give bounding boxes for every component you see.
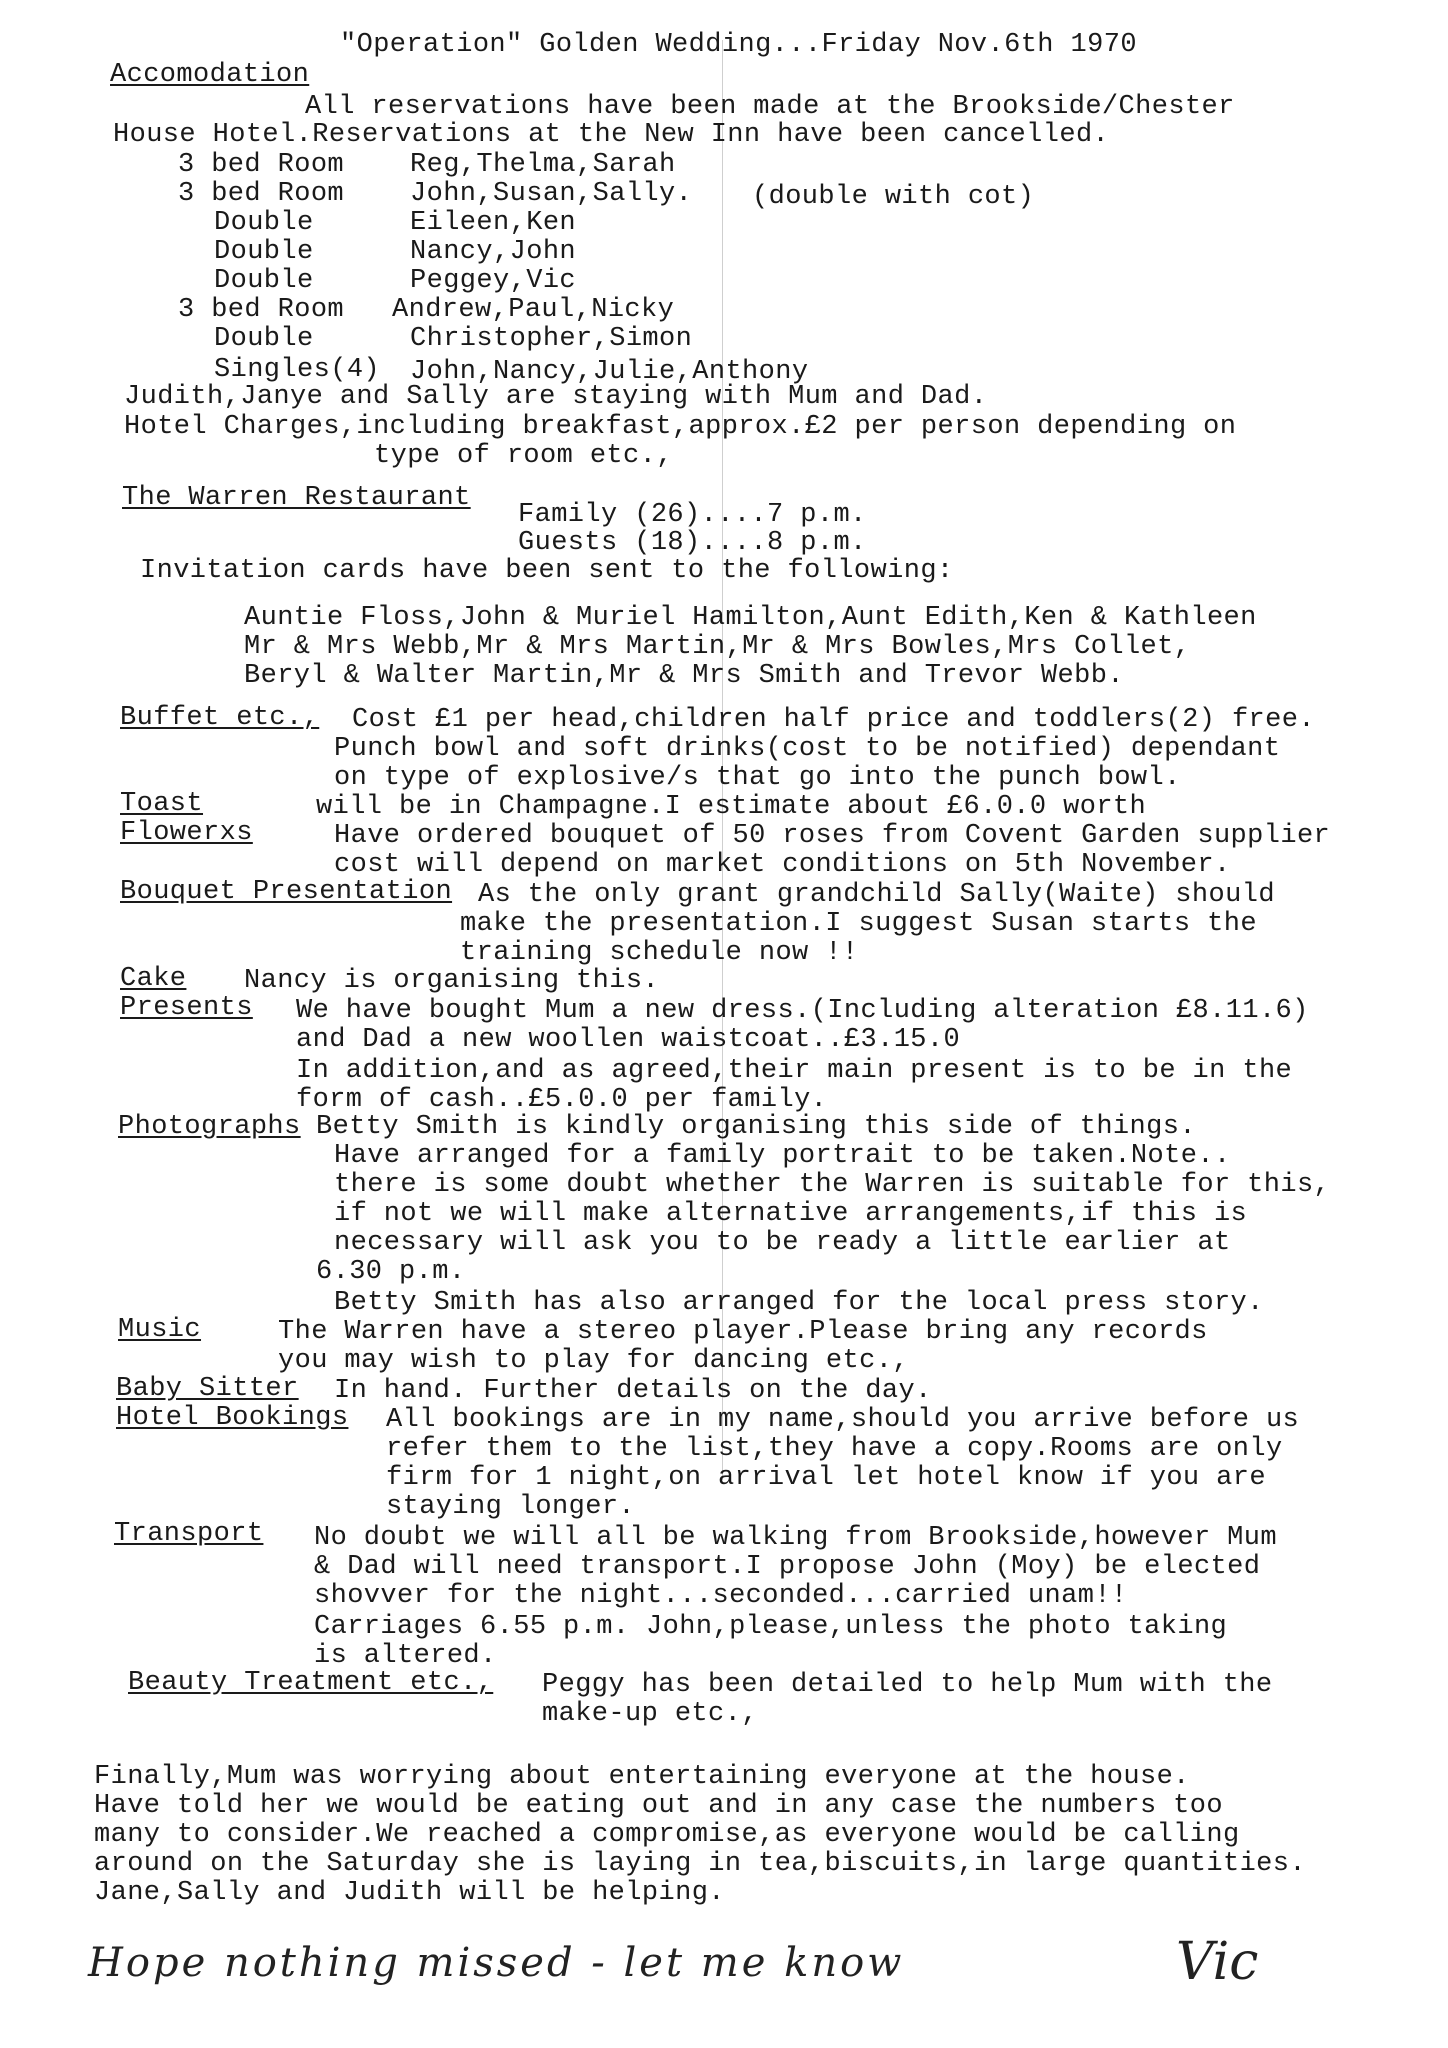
presents-heading: Presents: [120, 993, 253, 1023]
signature: Vic: [1176, 1932, 1259, 1992]
room-type: Double: [214, 208, 314, 238]
closing-paragraph-line: Jane,Sally and Judith will be helping.: [94, 1878, 725, 1908]
invitees-line: Beryl & Walter Martin,Mr & Mrs Smith and Trevor Webb.: [244, 661, 1124, 691]
closing-paragraph-line: around on the Saturday she is laying in tea,biscuits,in large quantities.: [94, 1849, 1306, 1879]
transport-line: Carriages 6.55 p.m. John,please,unless the photo taking: [314, 1612, 1228, 1642]
photographs-line: Betty Smith is kindly organising this side of things.: [316, 1112, 1196, 1142]
photographs-line: 6.30 p.m.: [316, 1257, 466, 1287]
presents-line: and Dad a new woollen waistcoat..£3.15.0: [296, 1025, 961, 1055]
room-type: Double: [214, 324, 314, 354]
closing-paragraph-line: many to consider.We reached a compromise,as everyone would be calling: [94, 1820, 1240, 1850]
restaurant-heading: The Warren Restaurant: [122, 483, 471, 513]
accommodation-intro-1: All reservations have been made at the Brookside/Chester: [305, 92, 1235, 122]
bouquet-line: training schedule now !!: [460, 938, 859, 968]
beauty-line: make-up etc.,: [542, 1699, 758, 1729]
room-type: 3 bed Room: [178, 179, 345, 209]
transport-line: & Dad will need transport.I propose John (Moy) be elected: [314, 1552, 1261, 1582]
photographs-line: if not we will make alternative arrangements,if this is: [334, 1199, 1248, 1229]
room-guests: Nancy,John: [410, 237, 577, 267]
beauty-heading: Beauty Treatment etc.,: [128, 1668, 494, 1698]
buffet-line: Cost £1 per head,children half price and toddlers(2) free.: [352, 705, 1315, 735]
hotel-bookings-line: All bookings are in my name,should you arrive before us: [386, 1405, 1300, 1435]
bouquet-heading: Bouquet Presentation: [120, 877, 453, 907]
photographs-line: necessary will ask you to be ready a little earlier at: [334, 1228, 1231, 1258]
room-type: Double: [214, 237, 314, 267]
transport-heading: Transport: [114, 1519, 264, 1549]
room-type: 3 bed Room: [178, 150, 345, 180]
toast-heading: Toast: [120, 789, 204, 819]
room-note: (double with cot): [752, 182, 1035, 212]
photographs-line: Have arranged for a family portrait to be taken.Note..: [334, 1141, 1231, 1171]
flowers-line: Have ordered bouquet of 50 roses from Covent Garden supplier: [334, 821, 1331, 851]
transport-line: No doubt we will all be walking from Brookside,however Mum: [314, 1523, 1277, 1553]
accommodation-intro-2: House Hotel.Reservations at the New Inn have been cancelled.: [113, 120, 1110, 150]
photographs-line: there is some doubt whether the Warren is suitable for this,: [334, 1170, 1331, 1200]
closing-paragraph-line: Have told her we would be eating out and in any case the numbers too: [94, 1791, 1223, 1821]
transport-line: is altered.: [314, 1641, 497, 1671]
music-line: you may wish to play for dancing etc.,: [278, 1346, 909, 1376]
bouquet-line: As the only grant grandchild Sally(Waite) should: [478, 880, 1275, 910]
hotel-bookings-heading: Hotel Bookings: [116, 1403, 349, 1433]
buffet-line: Punch bowl and soft drinks(cost to be notified) dependant: [334, 734, 1281, 764]
room-type: Double: [214, 266, 314, 296]
buffet-line: on type of explosive/s that go into the punch bowl.: [334, 763, 1181, 793]
presents-line: form of cash..£5.0.0 per family.: [296, 1085, 828, 1115]
hotel-bookings-line: refer them to the list,they have a copy.Rooms are only: [386, 1434, 1283, 1464]
cake-heading: Cake: [120, 964, 187, 994]
closing-paragraph-line: Finally,Mum was worrying about entertaining everyone at the house.: [94, 1762, 1190, 1792]
room-guests: Reg,Thelma,Sarah: [410, 150, 676, 180]
flowers-heading: Flowerxs: [120, 818, 253, 848]
invitees-line: Auntie Floss,John & Muriel Hamilton,Aunt Edith,Ken & Kathleen: [244, 603, 1257, 633]
staying-line: Judith,Janye and Sally are staying with Mum and Dad.: [124, 382, 988, 412]
room-guests: Eileen,Ken: [410, 208, 577, 238]
room-guests: Christopher,Simon: [410, 324, 693, 354]
presents-line: We have bought Mum a new dress.(Including alteration £8.11.6): [296, 996, 1309, 1026]
beauty-line: Peggy has been detailed to help Mum with the: [542, 1670, 1273, 1700]
baby-sitter-line: In hand. Further details on the day.: [334, 1376, 932, 1406]
hotel-charges-2: type of room etc.,: [374, 441, 673, 471]
music-line: The Warren have a stereo player.Please bring any records: [278, 1317, 1208, 1347]
hotel-bookings-line: firm for 1 night,on arrival let hotel know if you are: [386, 1463, 1266, 1493]
family-time: Family (26)....7 p.m.: [518, 500, 867, 530]
room-guests: John,Susan,Sally.: [410, 179, 693, 209]
cake-line: Nancy is organising this.: [244, 966, 660, 996]
invitees-line: Mr & Mrs Webb,Mr & Mrs Martin,Mr & Mrs Bowles,Mrs Collet,: [244, 632, 1191, 662]
music-heading: Music: [118, 1315, 202, 1345]
room-guests: John,Nancy,Julie,Anthony: [410, 357, 809, 387]
hotel-charges-1: Hotel Charges,including breakfast,approx.£2 per person depending on: [124, 412, 1237, 442]
hotel-bookings-line: staying longer.: [386, 1492, 636, 1522]
room-type: Singles(4): [214, 355, 381, 385]
photographs-heading: Photographs: [118, 1112, 301, 1142]
invitation-line: Invitation cards have been sent to the following:: [140, 556, 954, 586]
presents-line: In addition,and as agreed,their main present is to be in the: [296, 1056, 1293, 1086]
flowers-line: cost will depend on market conditions on 5th November.: [334, 850, 1231, 880]
room-guests: Peggey,Vic: [410, 266, 577, 296]
toast-line: will be in Champagne.I estimate about £6.0.0 worth: [316, 792, 1147, 822]
bouquet-line: make the presentation.I suggest Susan starts the: [460, 909, 1257, 939]
room-guests: Andrew,Paul,Nicky: [392, 295, 675, 325]
handwritten-note: Hope nothing missed - let me know: [88, 1940, 905, 1986]
baby-sitter-heading: Baby Sitter: [116, 1374, 299, 1404]
photographs-line: Betty Smith has also arranged for the local press story.: [334, 1288, 1264, 1318]
accommodation-heading: Accomodation: [110, 60, 310, 90]
room-type: 3 bed Room: [178, 295, 345, 325]
buffet-heading: Buffet etc.,: [120, 703, 320, 733]
page-title: "Operation" Golden Wedding...Friday Nov.6th 1970: [340, 30, 1137, 60]
transport-line: shovver for the night...seconded...carried unam!!: [314, 1581, 1128, 1611]
guests-time: Guests (18)....8 p.m.: [518, 528, 867, 558]
